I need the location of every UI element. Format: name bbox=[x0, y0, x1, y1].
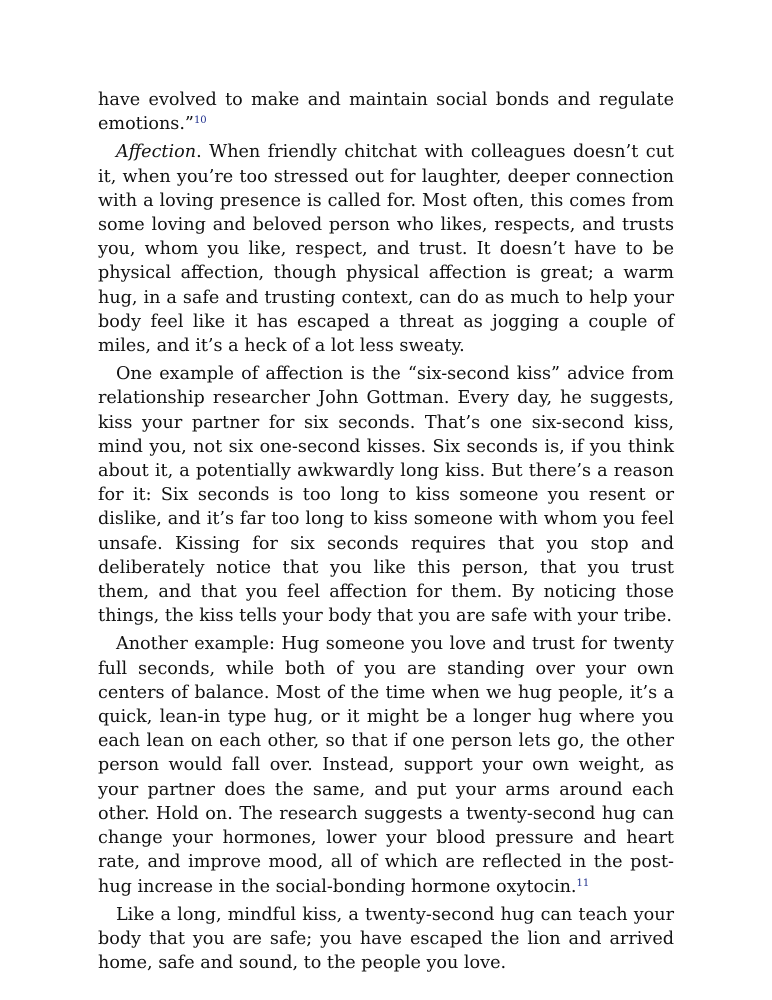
paragraph-3 bbox=[98, 362, 674, 628]
paragraph-text: Like a long, mindful kiss, a twenty-second hug can teach your body that you are safe; you have escaped the lion and arrived home, safe and sound, to the people you love. bbox=[98, 904, 674, 974]
paragraph-4 bbox=[98, 632, 674, 898]
paragraph-text: have evolved to make and maintain social bonds and regulate emotions.” bbox=[98, 90, 674, 135]
page-body bbox=[98, 88, 674, 979]
paragraph-text: Another example: Hug someone you love and trust for twenty full seconds, while both of you are standing over your own centers of balance. Most of the time when we hug people, it’s a quick, lean-in type hug, or it might be a longer hug where you each lean on each other, so that if one person lets go, the other person would fall over. Instead, support your own weight, as your partner does the same, and put your arms around each other. Hold on. The research suggests a twenty-second hug can change your hormones, lower your blood pressure and heart rate, and improve mood, all of which are reflected in the post-hug increase in the social-bonding hormone oxytocin. bbox=[98, 634, 674, 897]
section-lead-affection: Affection bbox=[116, 142, 197, 163]
paragraph-text: One example of affection is the “six-second kiss” advice from relationship researcher John Gottman. Every day, he suggests, kiss your partner for six seconds. That’s one six-second kiss, mind you, not six one-second kisses. Six seconds is, if you think about it, a potentially awkwardly long kiss. But there’s a reason for it: Six seconds is too long to kiss someone you resent or dislike, and it’s far too long to kiss someone with whom you feel unsafe. Kissing for six seconds requires that you stop and deliberately notice that you like this person, that you trust them, and that you feel affection for them. By noticing those things, the kiss tells your body that you are safe with your tribe. bbox=[98, 364, 674, 627]
paragraph-1 bbox=[98, 88, 674, 136]
paragraph-text: . When friendly chitchat with colleagues doesn’t cut it, when you’re too stressed out for laughter, deeper connection with a loving presence is called for. Most often, this comes from some loving and beloved person who likes, respects, and trusts you, whom you like, respect, and trust. It doesn’t have to be physical affection, though physical affection is great; a warm hug, in a safe and trusting context, can do as much to help your body feel like it has escaped a threat as jogging a couple of miles, and it’s a heck of a lot less sweaty. bbox=[98, 142, 674, 357]
paragraph-5 bbox=[98, 903, 674, 976]
paragraph-2 bbox=[98, 140, 674, 358]
footnote-marker-10[interactable]: 10 bbox=[193, 115, 207, 127]
footnote-marker-11[interactable]: 11 bbox=[576, 877, 590, 889]
